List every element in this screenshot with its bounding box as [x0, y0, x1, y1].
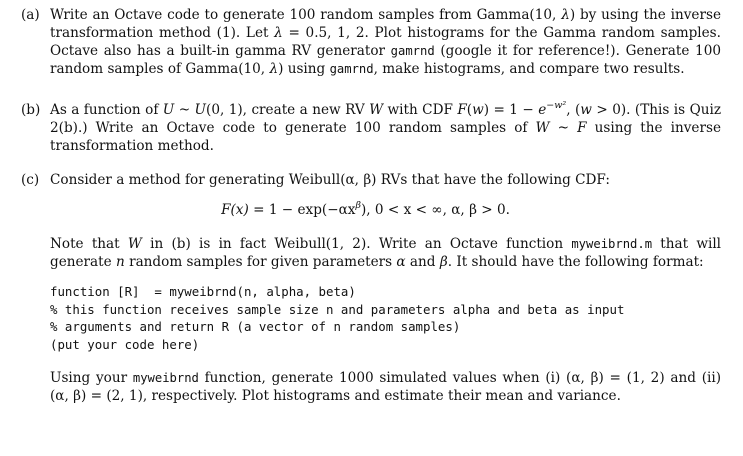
code-line: function [R] = myweibrnd(n, alpha, beta): [50, 284, 356, 299]
part-c-final: Using your myweibrnd function, generate 1000 simulated values when (i) (α, β) = (1, 2) and (ii) (α, β) = (2, 1), respectively. Plot histograms and estimate their mean and variance.: [50, 370, 721, 404]
code-block: [50, 283, 721, 353]
gamrnd-code: gamrnd: [329, 62, 374, 76]
part-c-note: Note that W in (b) is in fact Weibull(1, 2). Write an Octave function myweibrnd.m that will generate n random samples for given parameters α and β. It should have the following format:: [50, 236, 722, 270]
code-line: % this function receives sample size n and parameters alpha and beta as input: [50, 301, 625, 317]
myweibrnd-code: myweibrnd: [132, 371, 199, 385]
part-b-label: (b): [21, 102, 41, 118]
gamrnd-code: gamrnd: [390, 44, 435, 58]
part-c-intro: Consider a method for generating Weibull(α, β) RVs that have the following CDF:: [50, 172, 610, 188]
part-c-label: (c): [21, 172, 40, 188]
part-a: [21, 6, 721, 78]
part-a-label: (a): [21, 7, 40, 23]
code-line: % arguments and return R (a vector of n random samples): [50, 319, 461, 334]
part-c: [21, 171, 721, 405]
part-b-text: As a function of U ~ U(0, 1), create a new RV W with CDF $F(w) = 1 - e^{-w^2}$, (w > 0). (This is Quiz 2(b).) Write an Octave code to generate 100 random samples of W ~ F using the inverse transformation method.: [50, 100, 721, 154]
weibull-cdf-formula: $F(x) = 1 - \exp(-\alpha x^\beta)$, 0 < x < ∞, α, β > 0.: [221, 200, 510, 218]
code-line: (put your code here): [50, 336, 200, 352]
part-a-text: Write an Octave code to generate 100 random samples from Gamma(10, λ) by using the inverse transformation method (1). Let λ = 0.5, 1, 2. Plot histograms for the Gamma random samples. Octave also has a built-in gamma RV generator gamrnd (google it for reference!). Generate 100 random samples of Gamma(10, λ) using gamrnd, make histograms, and compare two results.: [50, 7, 721, 77]
part-b: [21, 101, 721, 155]
part-c-text: [50, 171, 721, 405]
myweibrnd-filename: myweibrnd.m: [571, 237, 653, 251]
